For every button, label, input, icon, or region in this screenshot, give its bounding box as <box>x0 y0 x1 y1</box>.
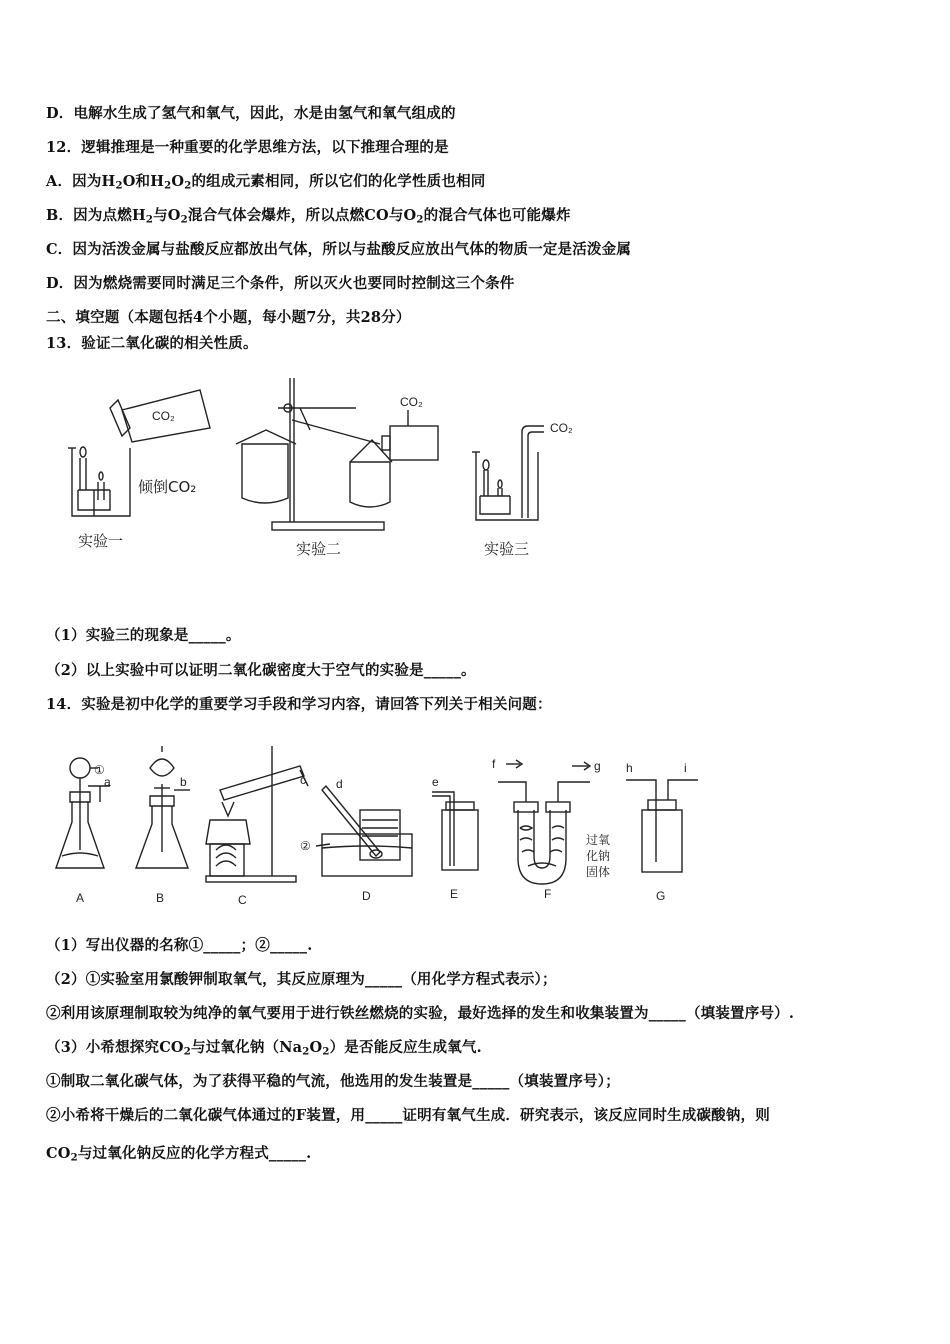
apparatus-f <box>492 757 610 901</box>
svg-text:f: f <box>492 757 496 771</box>
svg-text:B: B <box>156 891 165 905</box>
svg-text:d: d <box>336 777 343 791</box>
option-12c: C．因为活泼金属与盐酸反应都放出气体，所以与盐酸反应放出气体的物质一定是活泼金属 <box>46 241 632 258</box>
question-14: 14．实验是初中化学的重要学习手段和学习内容，请回答下列关于相关问题： <box>46 696 552 713</box>
svg-text:倾倒CO₂: 倾倒CO₂ <box>138 478 197 496</box>
figure-13 <box>60 370 620 570</box>
option-12b: B．因为点燃$H_2$与$O_2$混合气体会爆炸，所以点燃CO与$O_2$的混合气体也可能爆炸 <box>46 207 571 226</box>
svg-text:c: c <box>300 773 306 787</box>
section-2-heading: 二、填空题（本题包括4个小题，每小题7分，共28分） <box>46 309 411 326</box>
figure-14 <box>50 740 700 920</box>
experiment-2-diagram <box>236 378 438 558</box>
svg-text:a: a <box>104 775 111 789</box>
svg-text:化钠: 化钠 <box>586 849 611 863</box>
svg-text:G: G <box>656 889 666 903</box>
svg-text:h: h <box>626 761 633 775</box>
question-14-3: （3）小希想探究$CO_2$与过氧化钠$(Na_2O_2)$是否能反应生成氧气. <box>46 1039 482 1058</box>
question-13-2: （2）以上实验中可以证明二氧化碳密度大于空气的实验是_____。 <box>46 662 476 679</box>
svg-text:E: E <box>450 887 459 901</box>
svg-text:固体: 固体 <box>586 865 611 879</box>
option-12d: D．因为燃烧需要同时满足三个条件，所以灭火也要同时控制这三个条件 <box>46 275 515 292</box>
apparatus-c <box>206 746 308 907</box>
experiment-1-diagram <box>68 390 210 550</box>
question-13-1: （1）实验三的现象是_____。 <box>46 627 241 644</box>
question-14-3b: ②小希将干燥后的二氧化碳气体通过的F装置，用_____证明有氧气生成．研究表示，该反应同时生成碳酸钠，则 <box>46 1107 770 1124</box>
svg-text:e: e <box>432 775 439 789</box>
question-14-1: （1）写出仪器的名称①_____；②_____. <box>46 937 313 954</box>
question-14-3a: ①制取二氧化碳气体，为了获得平稳的气流，他选用的发生装置是_____（填装置序号）； <box>46 1073 620 1090</box>
svg-text:F: F <box>544 887 552 901</box>
question-13: 13．验证二氧化碳的相关性质。 <box>46 335 258 352</box>
apparatus-a <box>56 758 111 905</box>
svg-text:CO₂: CO₂ <box>550 421 573 435</box>
experiment-3-diagram <box>472 421 573 558</box>
svg-text:①: ① <box>94 763 105 777</box>
question-12: 12．逻辑推理是一种重要的化学思维方法，以下推理合理的是 <box>46 139 449 156</box>
svg-text:b: b <box>180 775 187 789</box>
question-14-2: （2）①实验室用氯酸钾制取氧气，其反应原理为_____（用化学方程式表示）； <box>46 971 557 988</box>
svg-text:CO₂: CO₂ <box>152 409 175 423</box>
apparatus-g <box>626 761 698 903</box>
apparatus-d <box>300 777 412 903</box>
svg-text:②: ② <box>300 839 311 853</box>
svg-text:g: g <box>594 759 601 773</box>
svg-text:实验三: 实验三 <box>484 540 530 558</box>
apparatus-b <box>136 746 190 905</box>
question-14-2b: ②利用该原理制取较为纯净的氧气要用于进行铁丝燃烧的实验，最好选择的发生和收集装置为_____（填装置序号）. <box>46 1005 795 1022</box>
svg-text:C: C <box>238 893 247 907</box>
option-d-prev: D．电解水生成了氢气和氧气，因此，水是由氢气和氧气组成的 <box>46 105 456 122</box>
apparatus-e <box>432 775 478 901</box>
svg-text:D: D <box>362 889 371 903</box>
question-14-3c: $CO_2$与过氧化钠反应的化学方程式_____. <box>46 1145 312 1164</box>
svg-text:过氧: 过氧 <box>586 833 611 847</box>
svg-text:CO₂: CO₂ <box>400 395 423 409</box>
svg-text:i: i <box>684 761 687 775</box>
svg-text:实验一: 实验一 <box>78 532 124 550</box>
svg-text:实验二: 实验二 <box>296 540 342 558</box>
option-12a: A．因为$H_2O$和$H_2O_2$的组成元素相同，所以它们的化学性质也相同 <box>46 173 486 192</box>
svg-text:A: A <box>76 891 85 905</box>
